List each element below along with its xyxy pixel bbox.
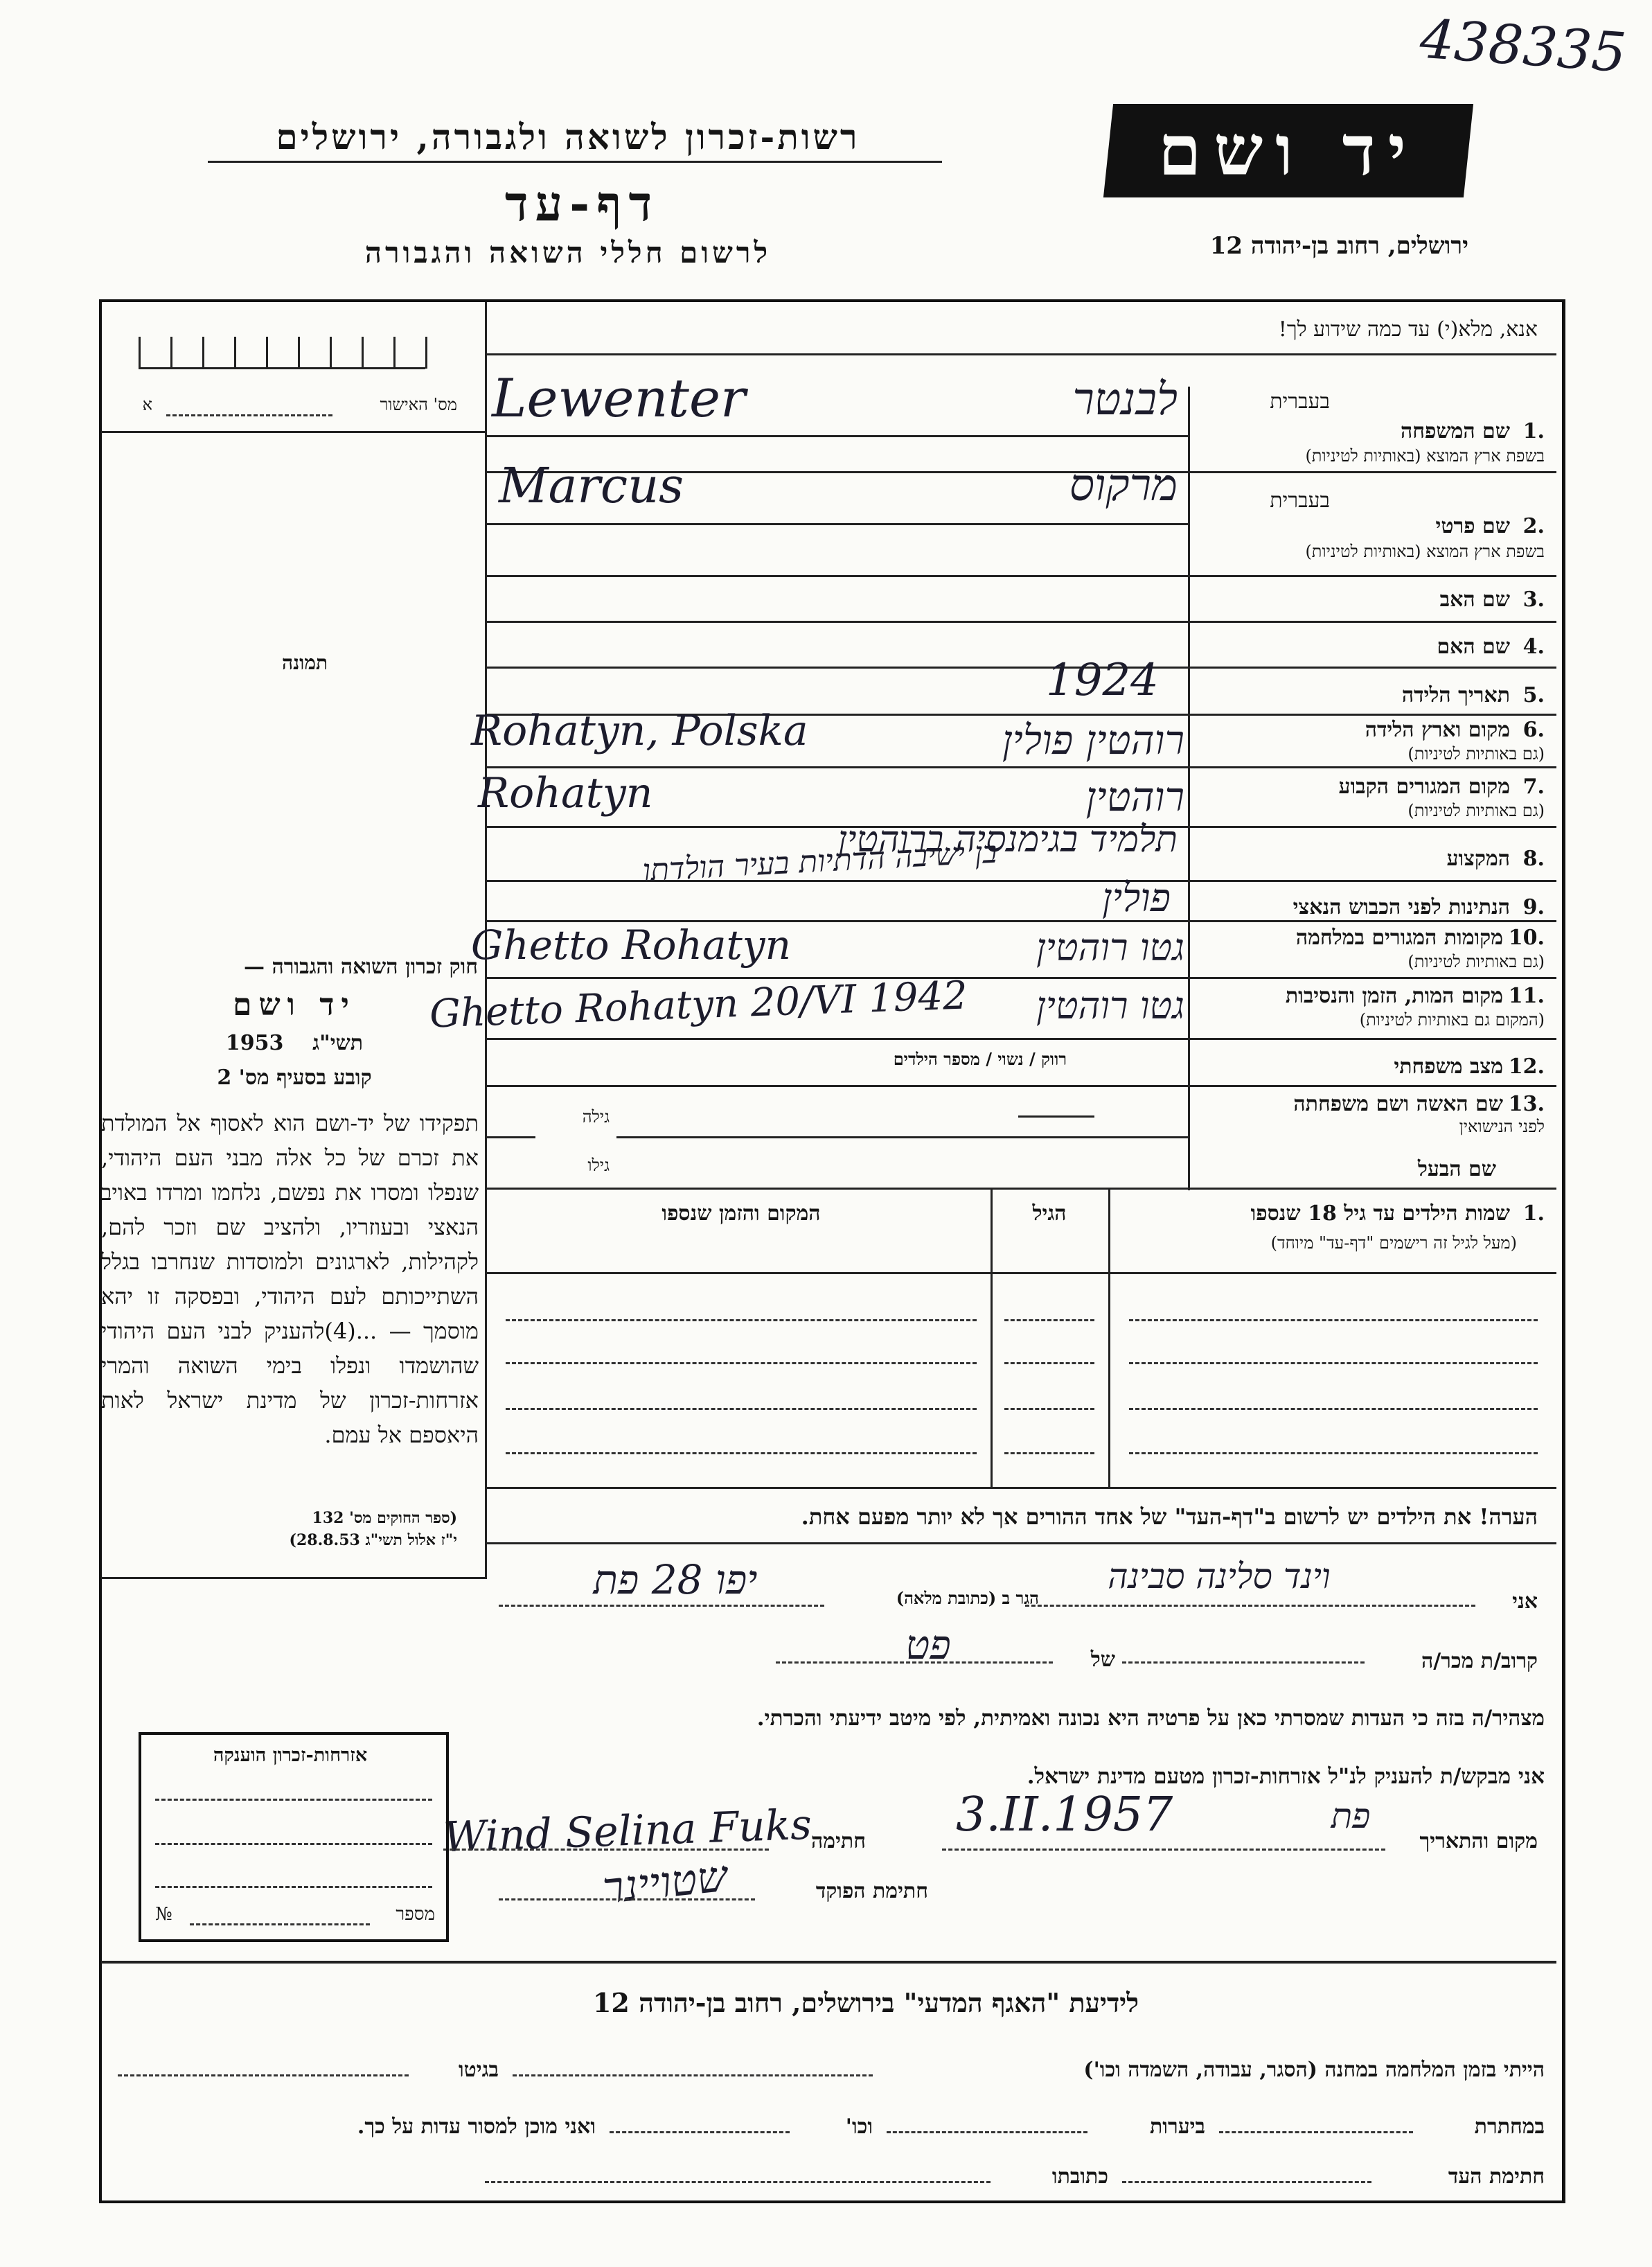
law-reference: (ספר החוקים מס' 132: [312, 1509, 457, 1527]
footer-line3-a: חתימת העד: [1448, 2164, 1545, 2189]
field-7-number: 7.: [1522, 775, 1545, 799]
field-13-number: 13.: [1508, 1092, 1545, 1116]
field-7-value-latin[interactable]: Rohatyn: [478, 769, 653, 818]
relation-shel: של: [1090, 1648, 1115, 1672]
field-6-value-hebrew[interactable]: רוהטין פולין: [1002, 716, 1184, 764]
footer-line1-a: הייתי בזמן המלחמה במחנה (הסגר, עבודה, השמדה וכו'): [1083, 2058, 1545, 2082]
declaration-ani: אני: [1512, 1589, 1538, 1614]
law-title: חוק זכרון השואה והגבורה —: [244, 955, 478, 979]
field-8-label: המקצוע: [1446, 847, 1510, 871]
field-6-value-latin[interactable]: Rohatyn, Polska: [471, 707, 808, 755]
field-2-value-hebrew[interactable]: מרקוס: [1069, 460, 1178, 511]
field-10-number: 10.: [1508, 926, 1545, 950]
field-2-value-latin[interactable]: Marcus: [499, 457, 684, 514]
approval-no-mark: א: [142, 395, 152, 414]
footer-line3-b: כתובתו: [1051, 2164, 1108, 2189]
certificate-title: אזרחות-זכרון הוענקה: [213, 1745, 368, 1766]
field-13-sub: לפני הנישואין: [1459, 1117, 1545, 1136]
footer-line2-a: במחתרת: [1474, 2115, 1545, 2139]
relation-label: קרוב/ת מכר/ה: [1421, 1649, 1538, 1673]
declaration-request: אני מבקש/ת להעניק לנ"ל אזרחות-זכרון מטעם מדינת ישראל.: [1027, 1764, 1545, 1789]
certificate-box: [139, 1732, 449, 1942]
field-6-sub: (גם באותיות לטיניות): [1407, 744, 1545, 764]
law-reference-date: י"ז אלול תשי"ג 28.8.53): [289, 1531, 457, 1549]
field-12-number: 12.: [1508, 1055, 1545, 1079]
law-year: 1953: [225, 1031, 284, 1055]
field-2-number: 2.: [1522, 514, 1545, 538]
place-date-label: מקום והתאריך: [1419, 1829, 1538, 1853]
field-11-label: מקום המות, הזמן והנסיבות: [1285, 984, 1503, 1008]
field-9-value[interactable]: פולין: [1102, 876, 1171, 921]
field-11-sub: (המקום גם באותיות לטיניות): [1359, 1010, 1545, 1030]
field-1-value-hebrew[interactable]: לבנטר: [1072, 374, 1178, 425]
declaration-statement: מצהיר/ה בזה כי העדות שמסרתי כאן על פרטיה היא נכונה ואמיתית, לפי מיטב ידיעתי והכרתי.: [756, 1706, 1545, 1731]
children-sub: (מעל לגיל זה רישמים "דף-עד" מיוחד): [1270, 1233, 1517, 1253]
law-clause: קובע בסעיף מס' 2: [217, 1066, 372, 1090]
field-9-label: הנתינות לפני הכבוש הנאצי: [1293, 895, 1510, 919]
photo-label: תמונה: [281, 651, 328, 674]
field-5-label: תאריך הלידה: [1401, 683, 1510, 707]
form-title: דף-עד: [504, 175, 659, 232]
official-label: חתימת הפוקד: [815, 1879, 928, 1903]
footer-line2-b: ביערות: [1149, 2115, 1205, 2139]
field-5-number: 5.: [1522, 683, 1545, 707]
field-1-label: שם המשפחה: [1400, 419, 1510, 443]
field-2-sub: בשפת ארץ המוצא (באותיות לטיניות): [1305, 542, 1545, 561]
field-7-label: מקום המגורים הקבוע: [1338, 775, 1510, 799]
law-name: יד ושם: [233, 987, 356, 1023]
form-intro: אנא, מלא(י) עד כמה שידוע לך!: [1278, 317, 1538, 342]
field-10-sub: (גם באותיות לטיניות): [1407, 952, 1545, 971]
field-11-number: 11.: [1508, 984, 1545, 1008]
marital-options: רווק / נשוי / מספר הילדים: [893, 1049, 1067, 1069]
relation-value[interactable]: פט: [905, 1621, 951, 1668]
place-value[interactable]: פת: [1331, 1796, 1371, 1836]
field-10-label: מקומות המגורים במלחמה: [1295, 926, 1503, 950]
field-11-value-hebrew[interactable]: גטו רוהטין: [1036, 984, 1184, 1027]
husband-label: שם הבעל: [1417, 1157, 1496, 1181]
field-12-label: מצב משפחתי: [1394, 1055, 1503, 1079]
field-2-extra: בעברית: [1270, 488, 1330, 513]
footer-line1-b: בגיטו: [458, 2058, 499, 2082]
field-5-value[interactable]: 1924: [1046, 655, 1159, 706]
form-subtitle: לרשום חללי השואה והגבורה: [364, 236, 772, 270]
signature-value[interactable]: Wind Selina Fuks: [442, 1800, 812, 1862]
field-1-number: 1.: [1522, 419, 1545, 443]
field-10-value-hebrew[interactable]: גטו רוהטין: [1036, 926, 1184, 969]
children-label: שמות הילדים עד גיל 18 שנספו: [1250, 1201, 1510, 1226]
law-text: תפקידו של יד-ושם הוא לאסוף אל המולדת את זכרם של כל אלה מבני העם היהודי, שנפלו ומסרו את נפשם, נלחמו ומרדו באויב הנאצי ובעוזריו, ולהציב שם וזכר להם, לקהילות, לארגונים ולמוסדות שנחרבו בגלל השתייכותם לעם היהודי, ובפסקה זו יהא מוסמך — ...(4)להעניק לבני העם היהודי שהושמדו ונפלו בימי השואה והמרי אזרחות-זכרון של מדינת ישראל לאות היאספם אל עמם.: [101, 1110, 479, 1448]
field-6-label: מקום וארץ הלידה: [1365, 718, 1510, 742]
authority-name: רשות-זכרון לשואה ולגבורה, ירושלים: [276, 116, 860, 157]
field-8-note[interactable]: בן ישיבה הדתיות בעיר הולדתו: [641, 834, 998, 889]
declarant-address[interactable]: יפו 28 פת: [593, 1556, 758, 1603]
signature-label: חתימה: [811, 1829, 866, 1853]
age-label-male: גילו: [587, 1156, 610, 1175]
field-10-value-latin[interactable]: Ghetto Rohatyn: [471, 921, 791, 969]
field-8-value[interactable]: תלמיד בגימנסיה ברוהטין: [837, 819, 1178, 861]
field-2-label: שם פרטי: [1435, 514, 1510, 538]
official-signature[interactable]: שטויינר: [600, 1850, 730, 1914]
field-13-label: שם האשה ושם משפחתה: [1293, 1092, 1503, 1116]
field-4-label: שם האם: [1437, 635, 1510, 659]
law-year-line: [111, 1031, 478, 1055]
field-11-value-latin[interactable]: Ghetto Rohatyn 20/VI 1942: [429, 973, 968, 1037]
age-label-female: גילה: [582, 1107, 610, 1127]
field-4-number: 4.: [1522, 635, 1545, 659]
footer-title: לידיעת "האגף המדעי" בירושלים, רחוב בן-יהודה 12: [592, 1987, 1139, 2018]
address-label: הגר ב (כתובת מלאה): [896, 1588, 1039, 1608]
field-1-extra: בעברית: [1270, 389, 1330, 414]
yad-vashem-logo: [1103, 104, 1473, 197]
tick-row: [139, 337, 457, 369]
certificate-number-mark: №: [155, 1904, 172, 1925]
footer-line2-c: וכו': [845, 2115, 873, 2139]
children-note: הערה! את הילדים יש לרשום ב"דף-העד" של אחד ההורים אך לא יותר מפעם אחת.: [801, 1503, 1538, 1530]
approval-label: מס' האישור: [380, 395, 457, 414]
field-1-sub: בשפת ארץ המוצא (באותיות לטיניות): [1305, 446, 1545, 466]
certificate-number-label: מספר: [396, 1904, 435, 1925]
field-9-number: 9.: [1522, 895, 1545, 919]
field-7-value-hebrew[interactable]: רוהטין: [1085, 773, 1184, 820]
header-address: ירושלים, רחוב בן-יהודה 12: [1209, 232, 1468, 260]
logo-text: יד ושם: [1158, 109, 1419, 191]
field-6-number: 6.: [1522, 718, 1545, 742]
children-col-age: הגיל: [1032, 1201, 1067, 1226]
law-year-hebrew: תשי"ג: [312, 1031, 364, 1055]
field-3-number: 3.: [1522, 588, 1545, 612]
field-7-sub: (גם באותיות לטיניות): [1407, 801, 1545, 820]
footer-line2-d: ואני מוכן למסור עדות על כך.: [357, 2115, 596, 2139]
date-value[interactable]: 3.II.1957: [956, 1788, 1173, 1842]
field-3-label: שם האב: [1439, 588, 1510, 612]
field-1-value-latin[interactable]: Lewenter: [492, 367, 746, 429]
archive-number: 438335: [1418, 8, 1628, 85]
children-number: 1.: [1522, 1201, 1545, 1226]
field-8-number: 8.: [1522, 847, 1545, 871]
children-col-place: המקום והזמן שנספו: [661, 1201, 821, 1226]
declarant-name[interactable]: וינד סלינה סבינה: [1108, 1556, 1331, 1596]
